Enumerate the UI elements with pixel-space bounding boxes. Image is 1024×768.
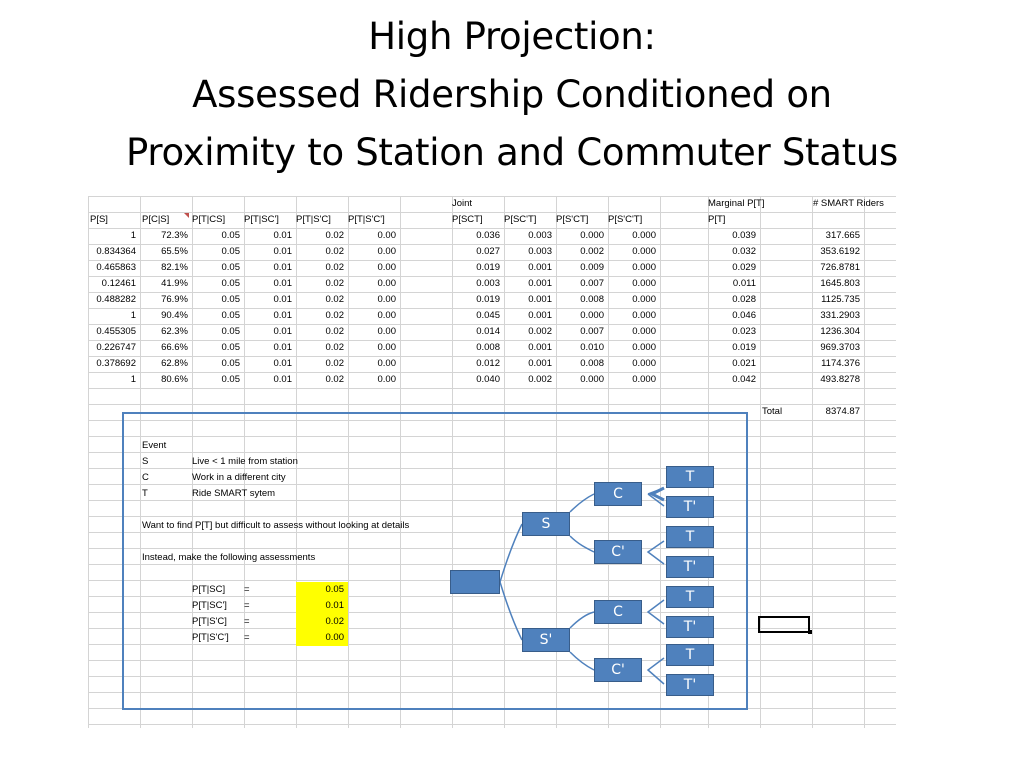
table-cell: 0.007 (580, 326, 604, 337)
event-desc: Live < 1 mile from station (192, 456, 298, 467)
table-cell: 0.039 (732, 230, 756, 241)
riders-header: # SMART Riders (813, 198, 884, 209)
table-cell: 62.8% (161, 358, 188, 369)
connector-line (500, 524, 522, 582)
total-value: 8374.87 (825, 406, 860, 417)
table-cell: 0.00 (377, 358, 396, 369)
tree-node-t-not: T' (666, 496, 714, 518)
table-cell: 0.000 (632, 294, 656, 305)
active-cell-selection[interactable] (758, 616, 810, 633)
title-line-1: High Projection: (368, 15, 656, 58)
connector-line (648, 658, 664, 684)
event-code: S (142, 456, 149, 467)
table-cell: 0.02 (325, 310, 344, 321)
table-cell: 0.00 (377, 246, 396, 257)
table-cell: 0.019 (476, 262, 500, 273)
table-cell: 0.02 (325, 358, 344, 369)
col-header: P[C|S] (142, 214, 170, 225)
col-header: P[T] (708, 214, 726, 225)
tree-connectors (88, 196, 896, 728)
table-cell: 0.021 (732, 358, 756, 369)
table-cell: 0.036 (476, 230, 500, 241)
table-cell: 80.6% (161, 374, 188, 385)
event-desc: Ride SMART sytem (192, 488, 276, 499)
table-cell: 0.000 (632, 358, 656, 369)
table-cell: 1174.376 (821, 358, 860, 369)
assessment-value: 0.00 (325, 632, 344, 643)
event-code: C (142, 472, 149, 483)
table-cell: 0.01 (273, 358, 292, 369)
table-cell: 0.003 (528, 230, 552, 241)
table-cell: 0.05 (221, 262, 240, 273)
table-cell: 0.010 (580, 342, 604, 353)
instead-note: Instead, make the following assessments (142, 552, 316, 563)
assessment-label: P[T|S'C'] (192, 632, 229, 643)
table-cell: 1 (130, 230, 136, 241)
table-cell: 0.000 (580, 310, 604, 321)
table-cell: 0.000 (632, 342, 656, 353)
table-cell: 66.6% (161, 342, 188, 353)
table-cell: 0.032 (732, 246, 756, 257)
assessment-eq: = (244, 600, 250, 611)
table-cell: 0.02 (325, 246, 344, 257)
col-header: P[T|CS] (192, 214, 226, 225)
event-desc: Work in a different city (192, 472, 286, 483)
table-cell: 331.2903 (820, 310, 860, 321)
table-cell: 0.027 (476, 246, 500, 257)
table-cell: 0.001 (528, 294, 552, 305)
table-cell: 0.01 (273, 262, 292, 273)
table-cell: 0.05 (221, 358, 240, 369)
table-cell: 0.01 (273, 294, 292, 305)
table-cell: 0.014 (476, 326, 500, 337)
tree-node-s: S (522, 512, 570, 536)
table-cell: 726.8781 (820, 262, 860, 273)
table-cell: 62.3% (161, 326, 188, 337)
event-code: T (142, 488, 148, 499)
assessment-value: 0.01 (325, 600, 344, 611)
table-cell: 1 (130, 374, 136, 385)
table-cell: 0.02 (325, 294, 344, 305)
table-cell: 0.05 (221, 326, 240, 337)
table-cell: 0.000 (632, 262, 656, 273)
connector-line (570, 494, 594, 512)
table-cell: 0.002 (528, 326, 552, 337)
col-header: P[S'CT] (556, 214, 589, 225)
table-cell: 0.02 (325, 262, 344, 273)
tree-node-t-not: T' (666, 674, 714, 696)
table-cell: 0.05 (221, 310, 240, 321)
joint-header: Joint (452, 198, 473, 209)
table-cell: 0.455305 (96, 326, 136, 337)
table-cell: 0.05 (221, 246, 240, 257)
table-cell: 1 (130, 310, 136, 321)
col-header: P[T|SC'] (244, 214, 279, 225)
table-cell: 0.834364 (96, 246, 136, 257)
connector-line (570, 652, 594, 670)
table-cell: 0.001 (528, 342, 552, 353)
table-cell: 0.05 (221, 342, 240, 353)
table-cell: 0.01 (273, 230, 292, 241)
assessment-label: P[T|S'C] (192, 616, 227, 627)
table-cell: 0.00 (377, 278, 396, 289)
table-cell: 0.01 (273, 278, 292, 289)
table-cell: 0.003 (476, 278, 500, 289)
table-cell: 0.001 (528, 310, 552, 321)
title-line-3: Proximity to Station and Commuter Status (126, 131, 898, 174)
table-cell: 969.3703 (820, 342, 860, 353)
table-cell: 0.011 (732, 278, 756, 289)
table-cell: 0.000 (632, 374, 656, 385)
table-cell: 0.001 (528, 262, 552, 273)
tree-node-t: T (666, 526, 714, 548)
table-cell: 0.000 (632, 310, 656, 321)
tree-node-s-not: S' (522, 628, 570, 652)
tree-root-node (450, 570, 500, 594)
table-cell: 0.012 (476, 358, 500, 369)
table-cell: 0.019 (732, 342, 756, 353)
table-cell: 0.05 (221, 278, 240, 289)
fill-handle[interactable] (808, 630, 812, 634)
table-cell: 0.00 (377, 342, 396, 353)
table-cell: 0.00 (377, 326, 396, 337)
table-cell: 0.008 (476, 342, 500, 353)
table-cell: 0.488282 (96, 294, 136, 305)
table-cell: 0.02 (325, 374, 344, 385)
table-cell: 0.00 (377, 294, 396, 305)
connector-line (570, 536, 594, 552)
table-cell: 82.1% (161, 262, 188, 273)
assessment-eq: = (244, 584, 250, 595)
table-cell: 0.02 (325, 230, 344, 241)
connector-line (648, 541, 664, 564)
table-cell: 0.05 (221, 230, 240, 241)
table-cell: 0.028 (732, 294, 756, 305)
table-cell: 0.008 (580, 358, 604, 369)
marginal-header: Marginal P[T] (708, 198, 765, 209)
table-cell: 0.009 (580, 262, 604, 273)
table-cell: 0.000 (580, 230, 604, 241)
table-cell: 0.007 (580, 278, 604, 289)
table-cell: 0.01 (273, 246, 292, 257)
spreadsheet[interactable] (88, 196, 896, 728)
table-cell: 0.003 (528, 246, 552, 257)
table-cell: 76.9% (161, 294, 188, 305)
table-cell: 0.000 (632, 246, 656, 257)
table-cell: 0.000 (632, 230, 656, 241)
table-cell: 0.000 (580, 374, 604, 385)
col-header: P[SCT] (452, 214, 483, 225)
table-cell: 0.001 (528, 358, 552, 369)
tree-node-c: C (594, 482, 642, 506)
connector-line (570, 612, 594, 628)
table-cell: 0.000 (632, 278, 656, 289)
table-cell: 0.01 (273, 310, 292, 321)
tree-node-t: T (666, 644, 714, 666)
title-line-2: Assessed Ridership Conditioned on (192, 73, 832, 116)
col-header: P[T|S'C] (296, 214, 331, 225)
tree-node-t-not: T' (666, 556, 714, 578)
table-cell: 1645.803 (820, 278, 860, 289)
table-cell: 0.046 (732, 310, 756, 321)
table-cell: 0.042 (732, 374, 756, 385)
table-cell: 0.378692 (96, 358, 136, 369)
table-cell: 317.665 (825, 230, 860, 241)
table-cell: 0.001 (528, 278, 552, 289)
tree-node-t: T (666, 466, 714, 488)
assessment-label: P[T|SC] (192, 584, 226, 595)
table-cell: 41.9% (161, 278, 188, 289)
col-header: P[S] (90, 214, 108, 225)
table-cell: 0.00 (377, 374, 396, 385)
table-cell: 0.02 (325, 326, 344, 337)
table-cell: 65.5% (161, 246, 188, 257)
assessment-eq: = (244, 616, 250, 627)
assessment-value: 0.05 (325, 584, 344, 595)
table-cell: 0.00 (377, 262, 396, 273)
tree-node-t: T (666, 586, 714, 608)
table-cell: 0.01 (273, 374, 292, 385)
connector-line (648, 600, 664, 624)
table-cell: 0.01 (273, 326, 292, 337)
assessment-label: P[T|SC'] (192, 600, 227, 611)
table-cell: 493.8278 (820, 374, 860, 385)
table-cell: 0.019 (476, 294, 500, 305)
want-note: Want to find P[T] but difficult to assess without looking at details (142, 520, 410, 531)
table-cell: 0.01 (273, 342, 292, 353)
table-cell: 0.02 (325, 278, 344, 289)
table-cell: 0.045 (476, 310, 500, 321)
table-cell: 0.008 (580, 294, 604, 305)
table-cell: 0.00 (377, 310, 396, 321)
table-cell: 0.00 (377, 230, 396, 241)
table-cell: 0.040 (476, 374, 500, 385)
table-cell: 0.12461 (101, 278, 136, 289)
assessment-eq: = (244, 632, 250, 643)
table-cell: 0.02 (325, 342, 344, 353)
tree-node-c-not: C' (594, 540, 642, 564)
table-cell: 1236.304 (820, 326, 860, 337)
table-cell: 72.3% (161, 230, 188, 241)
assessment-value: 0.02 (325, 616, 344, 627)
table-cell: 0.029 (732, 262, 756, 273)
table-cell: 0.002 (580, 246, 604, 257)
tree-node-c-not: C' (594, 658, 642, 682)
table-cell: 0.05 (221, 294, 240, 305)
col-header: P[T|S'C'] (348, 214, 385, 225)
table-cell: 0.002 (528, 374, 552, 385)
table-cell: 0.226747 (96, 342, 136, 353)
table-cell: 0.023 (732, 326, 756, 337)
table-cell: 0.05 (221, 374, 240, 385)
table-cell: 90.4% (161, 310, 188, 321)
total-label: Total (762, 406, 783, 417)
tree-node-c: C (594, 600, 642, 624)
event-header: Event (142, 440, 167, 451)
connector-line (500, 582, 522, 640)
table-cell: 353.6192 (820, 246, 860, 257)
slide-title (0, 8, 1024, 182)
col-header: P[SC'T] (504, 214, 537, 225)
table-cell: 0.000 (632, 326, 656, 337)
tree-node-t-not: T' (666, 616, 714, 638)
table-cell: 1125.735 (821, 294, 860, 305)
col-header: P[S'C'T] (608, 214, 643, 225)
table-cell: 0.465863 (96, 262, 136, 273)
